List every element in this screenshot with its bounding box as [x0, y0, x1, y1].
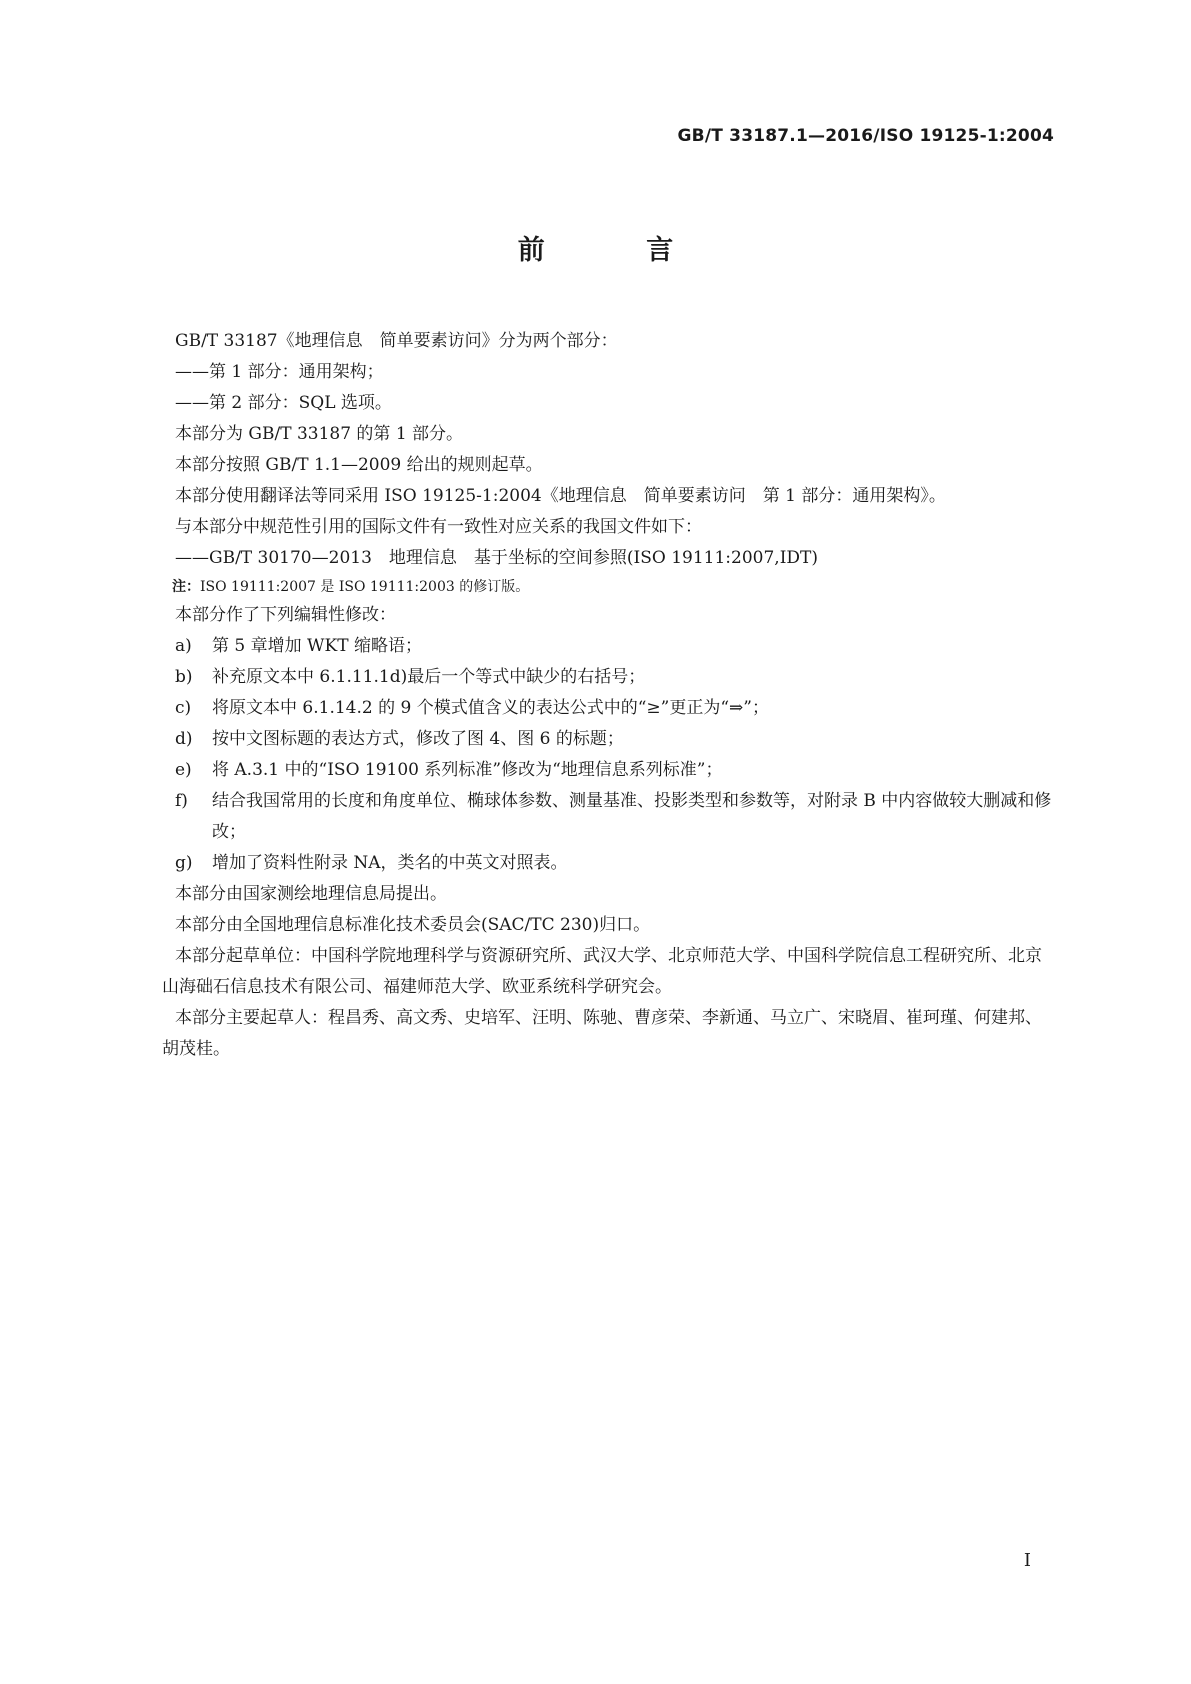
list-item	[175, 662, 1055, 693]
list-item	[175, 693, 1055, 724]
edits-intro: 本部分作了下列编辑性修改：	[175, 605, 396, 625]
paragraph-committee: 本部分由全国地理信息标准化技术委员会(SAC/TC 230)归口。	[175, 915, 651, 935]
paragraph-adoption: 本部分使用翻译法等同采用 ISO 19125-1:2004《地理信息 简单要素访问 第 1 部分：通用架构》。	[175, 486, 946, 506]
paragraph-part-2: ——第 2 部分：SQL 选项。	[175, 393, 392, 413]
list-marker: a)	[175, 636, 192, 656]
list-item	[175, 786, 1055, 848]
list-text: 将原文本中 6.1.14.2 的 9 个模式值含义的表达公式中的“≥”更正为“⇒”；	[212, 698, 769, 718]
paragraph-drafting-units: 本部分起草单位：中国科学院地理科学与资源研究所、武汉大学、北京师范大学、中国科学院信息工程研究所、北京山海础石信息技术有限公司、福建师范大学、欧亚系统科学研究会。	[162, 946, 1042, 997]
paragraph-reference-item: ——GB/T 30170—2013 地理信息 基于坐标的空间参照(ISO 19111:2007,IDT)	[175, 548, 819, 568]
list-text: 第 5 章增加 WKT 缩略语；	[212, 636, 422, 656]
list-text: 补充原文本中 6.1.11.1d)最后一个等式中缺少的右括号；	[212, 667, 646, 687]
note-text: ISO 19111:2007 是 ISO 19111:2003 的修订版。	[200, 579, 530, 595]
paragraph-references: 与本部分中规范性引用的国际文件有一致性对应关系的我国文件如下：	[175, 517, 702, 537]
list-marker: g)	[175, 853, 193, 873]
list-text: 将 A.3.1 中的“ISO 19100 系列标准”修改为“地理信息系列标准”；	[212, 760, 723, 780]
paragraph-proposer: 本部分由国家测绘地理信息局提出。	[175, 884, 447, 904]
list-item	[175, 631, 1055, 662]
paragraph-scope: 本部分为 GB/T 33187 的第 1 部分。	[175, 424, 464, 444]
note	[172, 574, 1055, 600]
note-label: 注：	[172, 579, 200, 595]
list-marker: f)	[175, 791, 188, 811]
list-text: 增加了资料性附录 NA，类名的中英文对照表。	[212, 853, 568, 873]
list-item	[175, 755, 1055, 786]
page-number: I	[1023, 1550, 1031, 1571]
document-code-header: GB/T 33187.1—2016/ISO 19125-1:2004	[677, 126, 1054, 146]
page-title: 前 言	[517, 235, 720, 266]
list-item	[175, 724, 1055, 755]
paragraph-part-1: ——第 1 部分：通用架构；	[175, 362, 384, 382]
list-marker: d)	[175, 729, 193, 749]
list-text: 结合我国常用的长度和角度单位、椭球体参数、测量基准、投影类型和参数等，对附录 B 中内容做较大删减和修改；	[212, 791, 1052, 842]
paragraph-drafters: 本部分主要起草人：程昌秀、高文秀、史培军、汪明、陈驰、曹彦荣、李新通、马立广、宋晓眉、崔珂瑾、何建邦、胡茂桂。	[162, 1008, 1042, 1059]
foreword-body	[162, 326, 1055, 1065]
list-marker: e)	[175, 760, 192, 780]
paragraph-drafting-rules: 本部分按照 GB/T 1.1—2009 给出的规则起草。	[175, 455, 543, 475]
paragraph-parts: GB/T 33187《地理信息 简单要素访问》分为两个部分：	[175, 331, 618, 351]
list-marker: c)	[175, 698, 192, 718]
list-item	[175, 848, 1055, 879]
list-marker: b)	[175, 667, 193, 687]
list-text: 按中文图标题的表达方式，修改了图 4、图 6 的标题；	[212, 729, 624, 749]
